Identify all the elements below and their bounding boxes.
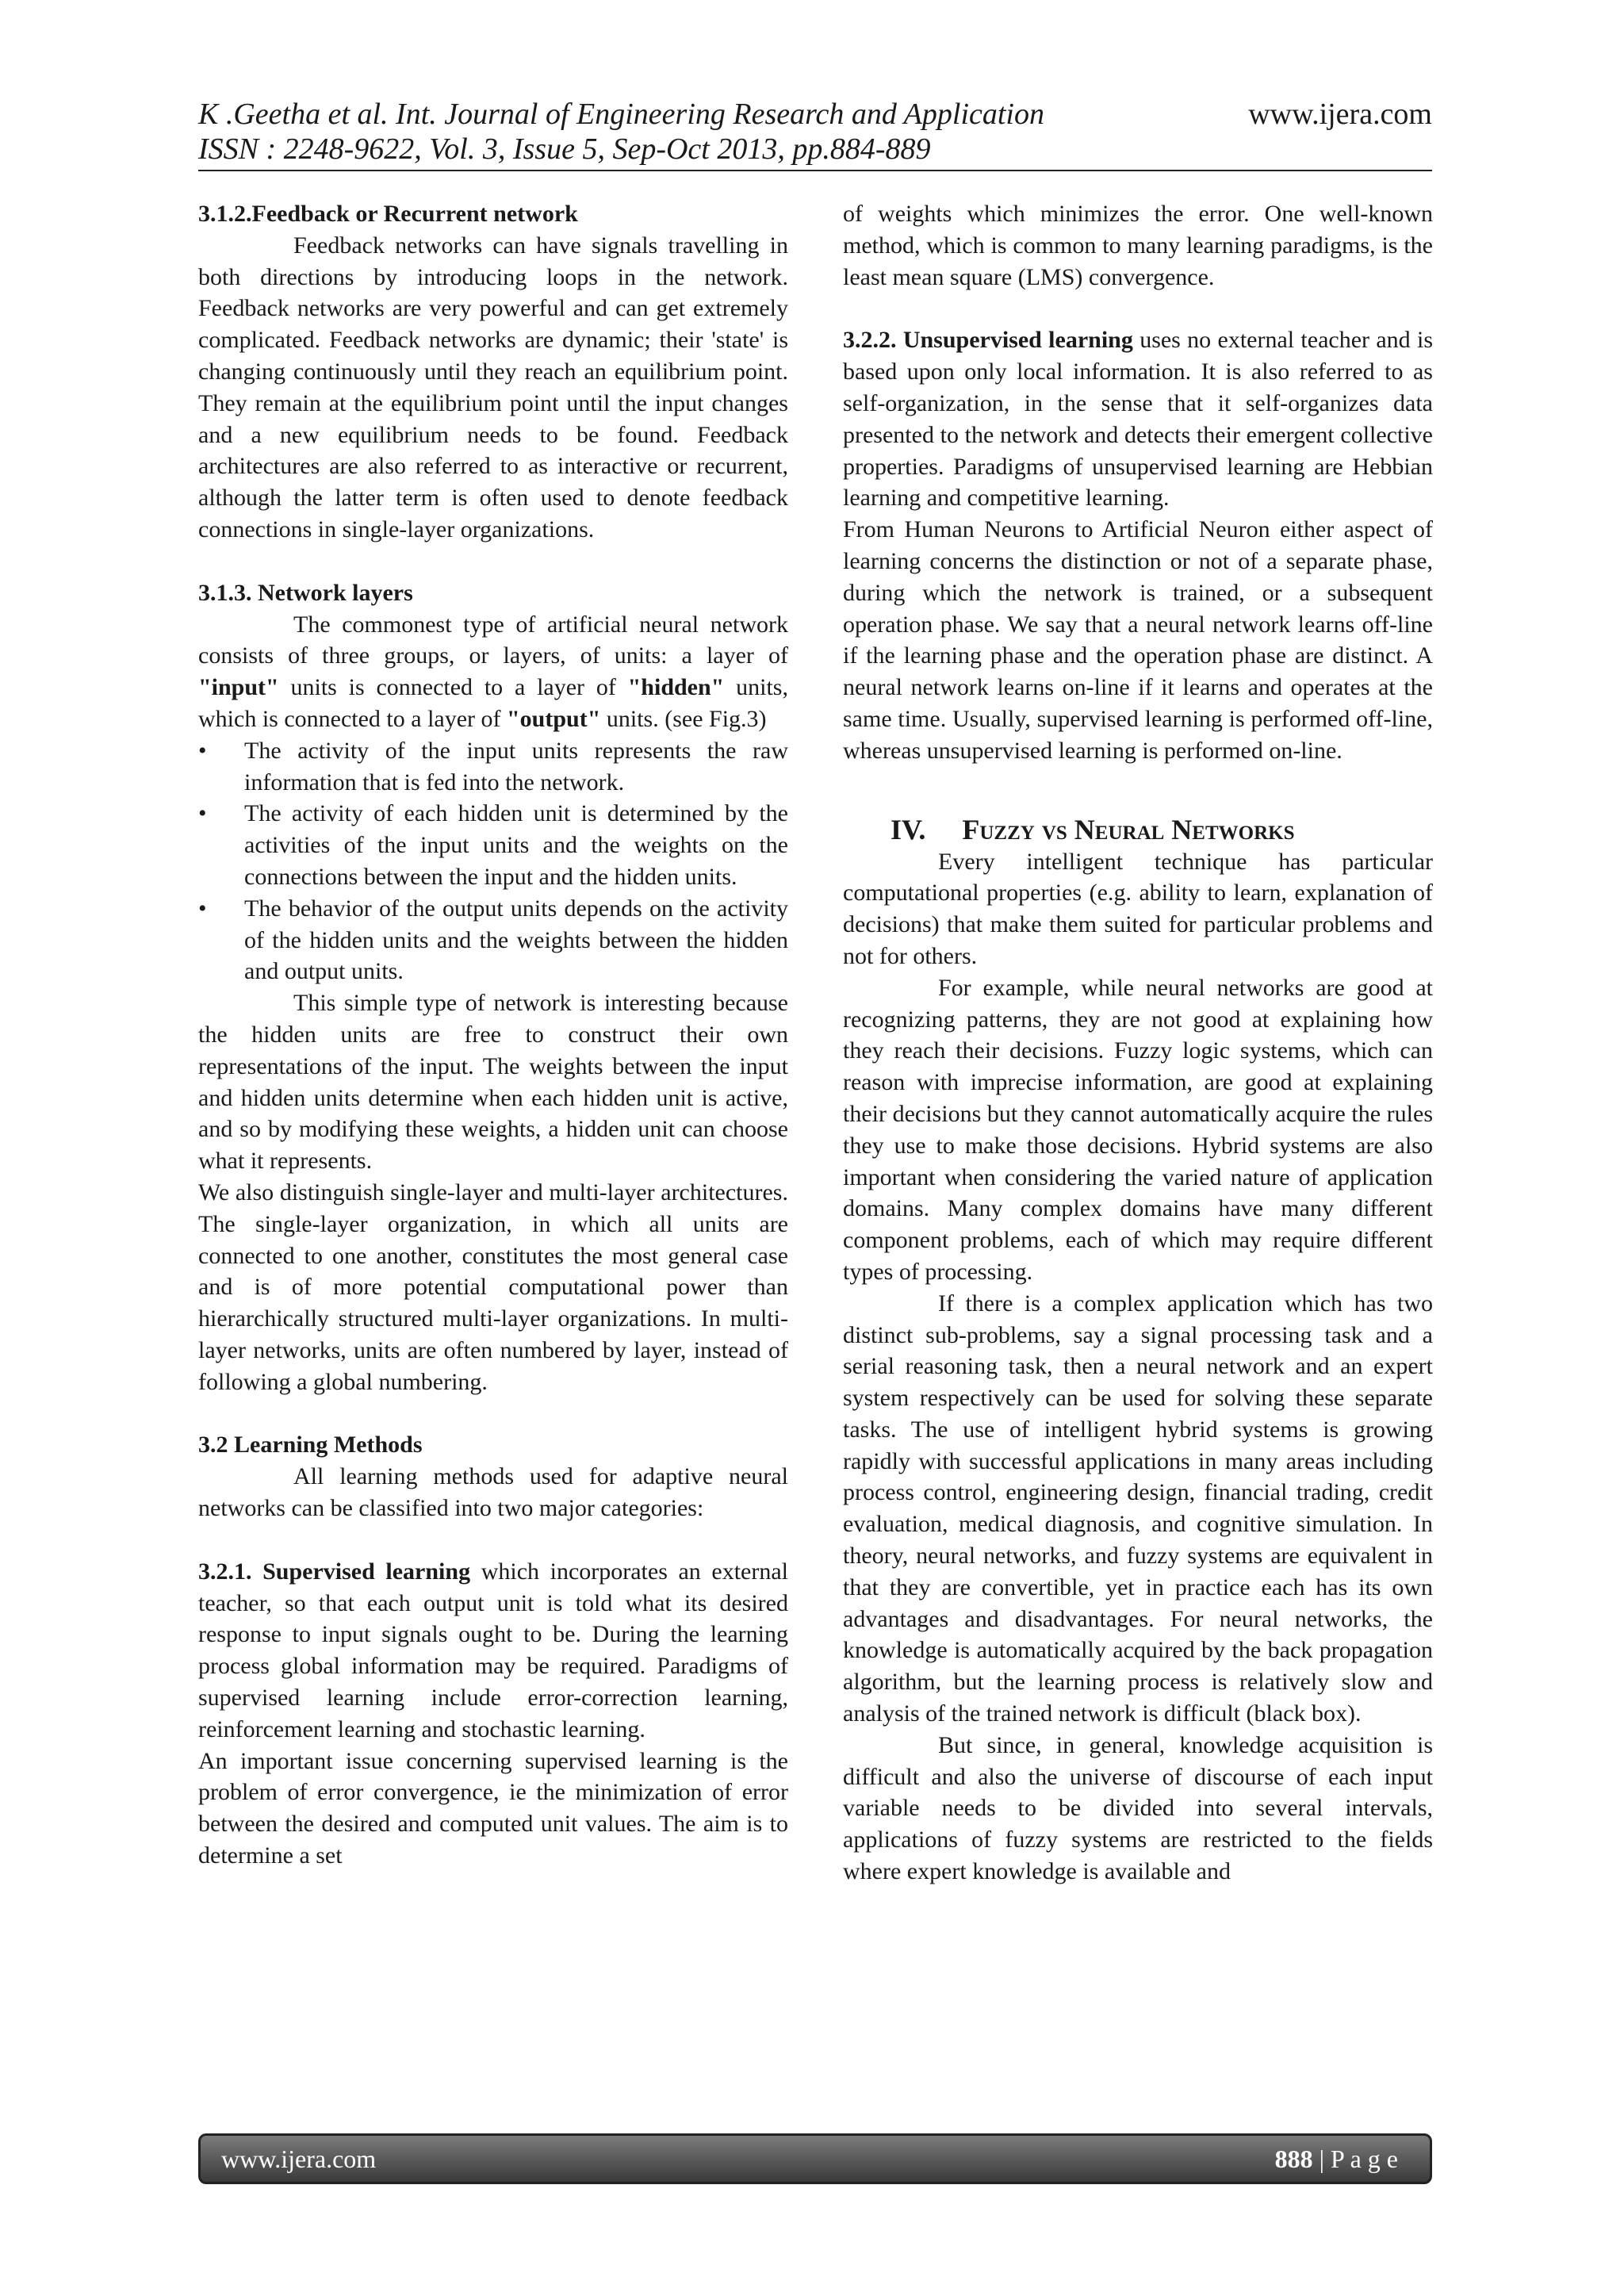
section-3-2-body: All learning methods used for adaptive neural networks can be classified into two major categories:	[198, 1463, 788, 1522]
body-text: uses no external teacher and is based upon only local information. It is also referred to as self-organization, in the sense that it self-organizes data presented to the network and detects their emergent collective properties. Paradigms of unsupervised learning are Hebbian learning and competitive learning.	[843, 327, 1433, 512]
issn-line: ISSN : 2248-9622, Vol. 3, Issue 5, Sep-Oct 2013, pp.884-889	[198, 132, 931, 166]
section-3-1-2-body: Feedback networks can have signals travelling in both directions by introducing loops in the network. Feedback networks are very powerful and can get extremely complicated. Feedback networks are dynamic; their 'state' is changing continuously until they reach an equilibrium point. They remain at the equilibrium point until the input changes and a new equilibrium needs to be found. Feedback architectures are also referred to as interactive or recurrent, although the latter term is often used to denote feedback connections in single-layer organizations.	[198, 232, 788, 542]
page-number	[1275, 2145, 1398, 2174]
right-column	[843, 198, 1433, 1888]
journal-citation: K .Geetha et al. Int. Journal of Engineering Research and Application	[198, 98, 1044, 131]
section-iv-number: IV.	[891, 813, 926, 845]
page-number-value: 888	[1274, 2144, 1313, 2173]
body-text: The commonest type of artificial neural network consists of three groups, or layers, of units: a layer of	[198, 611, 788, 669]
section-3-2-1-title: 3.2.1. Supervised learning	[198, 1558, 471, 1585]
section-iv-heading	[843, 813, 1433, 846]
body-text: units is connected to a layer of	[290, 674, 616, 701]
body-text: units, which is connected to a layer of	[198, 674, 788, 732]
paragraph: of weights which minimizes the error. One well-known method, which is common to many learning paradigms, is the least mean square (LMS) convergence.	[843, 201, 1433, 290]
list-item: • The activity of each hidden unit is determined by the activities of the input units and the weights on the connections between the input and the hidden units.	[244, 798, 788, 892]
list-item: • The activity of the input units represents the raw information that is fed into the network.	[244, 735, 788, 799]
section-3-2-title: 3.2 Learning Methods	[198, 1432, 423, 1458]
paragraph: Every intelligent technique has particular computational properties (e.g. ability to learn, explanation of decisions) that make them suited for particular problems and not for others.	[843, 848, 1433, 969]
paragraph: If there is a complex application which has two distinct sub-problems, say a signal processing task and a serial reasoning task, then a neural network and an expert system respectively can be used for solving these separate tasks. The use of intelligent hybrid systems is growing rapidly with successful applications in many areas including process control, engineering design, financial trading, credit evaluation, medical diagnosis, and cognitive simulation. In theory, neural networks, and fuzzy systems are equivalent in that they are convertible, yet in practice each has its own advantages and disadvantages. For neural networks, the knowledge is automatically acquired by the back propagation algorithm, but the learning process is relatively slow and analysis of the trained network is difficult (black box).	[843, 1290, 1433, 1727]
body-text: which incorporates an external teacher, so that each output unit is told what its desired response to input signals ought to be. During the learning process global information may be required. Paradigms of supervised learning include error-correction learning, reinforcement learning and stochastic learning.	[198, 1558, 789, 1742]
term-output: "output"	[507, 705, 601, 732]
paragraph: An important issue concerning supervised learning is the problem of error convergence, ie the minimization of error between the desired and computed unit values. The aim is to determine a set	[198, 1747, 788, 1869]
page-footer	[198, 2133, 1432, 2184]
running-header	[198, 97, 1432, 171]
section-3-1-2-title: 3.1.2.Feedback or Recurrent network	[198, 201, 578, 227]
paragraph: But since, in general, knowledge acquisition is difficult and also the universe of discourse of each input variable needs to be divided into several intervals, applications of fuzzy systems are restricted to the fields where expert knowledge is available and	[843, 1731, 1433, 1885]
term-hidden: "hidden"	[627, 674, 725, 701]
section-3-2-1-body	[198, 1556, 788, 1746]
section-3-1-3-body	[198, 609, 788, 735]
layer-bullet-list	[198, 735, 788, 987]
left-column	[198, 198, 788, 1872]
paragraph: We also distinguish single-layer and multi-layer architectures. The single-layer organization, in which all units are connected to one another, constitutes the most general case and is of more potential computational power than hierarchically structured multi-layer organizations. In multi-layer networks, units are often numbered by layer, instead of following a global numbering.	[198, 1179, 788, 1395]
paragraph: From Human Neurons to Artificial Neuron either aspect of learning concerns the distinction or not of a separate phase, during which the network is trained, or a subsequent operation phase. We say that a neural network learns off-line if the learning phase and the operation phase are distinct. A neural network learns on-line if it learns and operates at the same time. Usually, supervised learning is performed off-line, whereas unsupervised learning is performed on-line.	[843, 516, 1433, 764]
page-label: | P a g e	[1319, 2144, 1398, 2173]
section-3-2-2-title: 3.2.2. Unsupervised learning	[843, 327, 1133, 354]
term-input: "input"	[198, 674, 279, 701]
section-3-2-2-body	[843, 324, 1433, 514]
section-iv-title: Fuzzy vs Neural Networks	[962, 813, 1295, 845]
section-3-1-3-title: 3.1.3. Network layers	[198, 579, 413, 606]
list-item: • The behavior of the output units depends on the activity of the hidden units and the weights between the hidden and output units.	[244, 893, 788, 987]
body-text: units. (see Fig.3)	[606, 705, 767, 732]
footer-site-link[interactable]: www.ijera.com	[221, 2144, 377, 2173]
paragraph: This simple type of network is interesting because the hidden units are free to construct their own representations of the input. The weights between the input and hidden units determine when each hidden unit is active, and so by modifying these weights, a hidden unit can choose what it represents.	[198, 990, 788, 1175]
paragraph: For example, while neural networks are good at recognizing patterns, they are not good at explaining how they reach their decisions. Fuzzy logic systems, which can reason with imprecise information, are good at explaining their decisions but they cannot automatically acquire the rules they use to make those decisions. Hybrid systems are also important when considering the varied nature of application domains. Many complex domains have many different component problems, each of which may require different types of processing.	[843, 974, 1433, 1285]
header-site-link[interactable]: www.ijera.com	[1248, 98, 1432, 131]
